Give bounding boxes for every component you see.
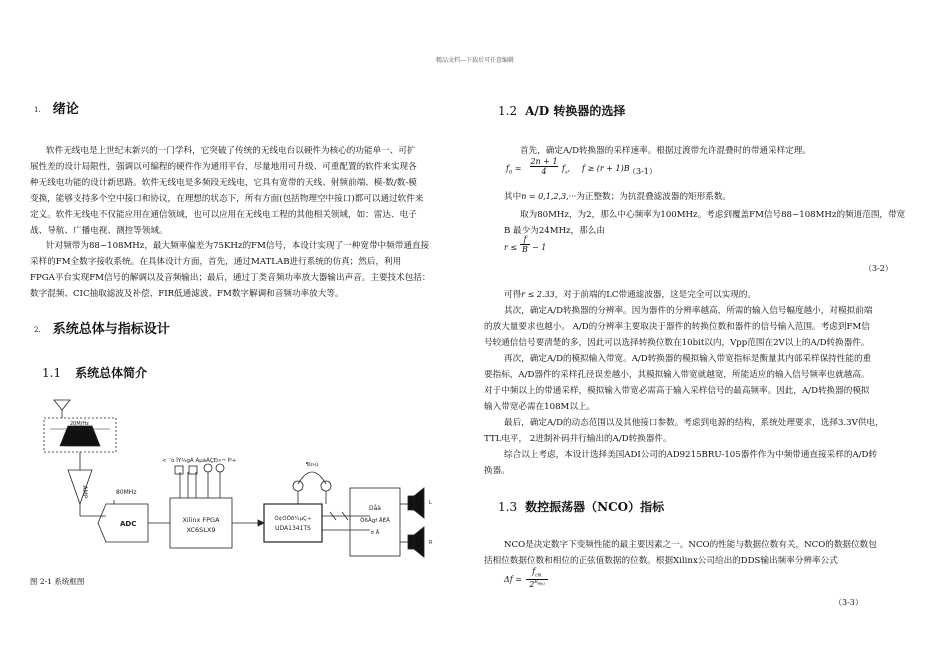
fpga-label-1: Xilinx FPGA (182, 516, 220, 524)
text-line: 取为80MHz，为2，那么中心频率为100MHz。考虑到覆盖FM信号88~108MHz的频道范围，带宽 (520, 210, 906, 220)
fpga-label-2: XC6SLX9 (186, 526, 216, 534)
eq-number: （3-2） (864, 264, 893, 273)
system-block-diagram (30, 392, 440, 572)
intro-paragraph-1 (30, 143, 470, 239)
adc-paragraph-2 (504, 189, 731, 205)
eq-lhs: Δf = (504, 575, 522, 584)
text-line: 针对频带为88~108MHz，最大频率偏差为75KHz的FM信号，本设计实现了一种宽带中频带通直接 (46, 241, 430, 251)
equation-3-2 (504, 235, 924, 273)
text-line: 可得r ≤ 2.33，对于前端的LC带通滤波器，这是完全可以实现的。 (504, 290, 756, 300)
section-heading-intro (34, 98, 79, 117)
text-line: 首先，确定A/D转换器的采样速率。根据过渡带允许混叠时的带通采样定理。 (520, 146, 811, 156)
text-line: 采样的FM全数字接收系统。在具体设计方面，首先，通过MATLAB进行系统的仿真；然后，利用 (30, 257, 402, 267)
text-line: 展性差的设计局限性，强调以可编程的硬件作为通用平台，尽量地用可升级、可重配置的软件来实现各 (30, 162, 417, 172)
text-line: 变换，能够支持多个空中接口和协议，在理想的状态下，所有方面(包括物理空中接口)都可以通过软件来 (30, 194, 424, 204)
text-line: 数字混频、CIC抽取滤波及补偿、FIR低通滤波、FM数字解调和音频功率放大等。 (30, 289, 344, 299)
eq-condition: f ≥ (r + 1)B (582, 164, 630, 173)
nco-paragraph-1 (484, 537, 924, 569)
audio-dac-block (264, 504, 322, 542)
figure-caption: 图 2-1 系统框图 (30, 577, 85, 586)
amp-label: AMP (81, 485, 88, 499)
power-amp-label-1: Dåà (369, 505, 381, 512)
text-line: 要指标，A/D器件的采样孔径误差越小，其模拟输入带宽就越宽，所能适应的输入信号频率也就越高。 (484, 370, 870, 380)
text-line: 其中n = 0,1,2,3,···为正整数；为抗混叠滤波器的矩形系数。 (504, 192, 732, 202)
section-heading-system (34, 318, 170, 337)
text-line: 定义。软件无线电不仅能应用在通信领域，也可以应用在无线电工程的其他相关领域，如：雷达、电子 (30, 210, 417, 220)
eq-lhs: r ≤ (504, 243, 518, 252)
text-line: 输入带宽必需在108M以上。 (484, 402, 596, 412)
text-line: 软件无线电是上世纪末新兴的一门学科，它突破了传统的无线电台以硬件为核心的功能单一、可扩 (46, 146, 416, 156)
headphone-label: ¶ú»ú (305, 462, 319, 468)
speaker-right-icon (414, 527, 424, 557)
section-number: 1.2 (498, 104, 518, 118)
adc-paragraph-8 (484, 447, 924, 479)
eq-fraction: f B (520, 235, 530, 254)
speaker-left-icon (414, 488, 424, 518)
section-title: 绪论 (52, 102, 79, 117)
clock-label: 80MHz (116, 489, 137, 496)
filter-top-label: 20M/Hz (70, 421, 89, 427)
speaker-left-label: L (429, 500, 432, 506)
subsection-heading-nco (498, 498, 664, 515)
speaker-right-label: R (429, 540, 433, 546)
filter-bottom-label: 38MHz (52, 446, 70, 452)
equation-3-1 (506, 157, 726, 181)
input-devices-label: < ¯ò ÎÝ¾gÃ ÀµàÀÇÐ»¬ Ìº+ (162, 458, 237, 464)
text-line: 再次，确定A/D的模拟输入带宽。A/D转换器的模拟输入带宽指标是衡量其内部采样保持性能的重 (504, 354, 872, 364)
eq-number: （3-1） (628, 167, 657, 176)
headphone-icon (298, 472, 326, 484)
text-line: 号较通信信号要清楚的多，因此可以选择转换位数在10bit以内，Vpp范围在2V以上的A/D转换器件。 (484, 338, 870, 348)
equation-3-3 (504, 567, 924, 607)
section-number: 1.3 (498, 500, 518, 514)
eq-lhs: $f_0$ = (506, 164, 522, 176)
text-line: 括相位数据位数和相位的正弦值数据的位数。根据Xilinx公司给出的DDS输出频率分辨率公式 (484, 556, 838, 566)
subsection-heading-adc (498, 102, 625, 119)
text-line: FPGA平台实现FM信号的解调以及音频输出；最后，通过丁类音频功率放大器输出声音。主要技术包括： (30, 273, 431, 283)
section-number: 2. (34, 325, 41, 334)
eq-mid: $f_s$, (562, 164, 571, 176)
text-line: NCO是决定数字下变频性能的最主要因素之一。NCO的性能与数据位数有关，NCO的数据位数包 (504, 540, 877, 550)
page-header: 精品文档---下载后可任意编辑 (435, 57, 515, 64)
adc-label: ADC (120, 520, 137, 528)
intro-paragraph-2 (30, 238, 470, 302)
power-amp-label-2: Ö6Ägf ÅÊÄ (360, 518, 390, 524)
text-line: 的放大量要求也越小。 A/D的分辨率主要取决于器件的转换位数和器件的信号输入范围。考虑到FM信 (484, 322, 870, 332)
subsection-heading-overview (42, 364, 147, 381)
antenna-icon (54, 400, 70, 410)
text-line: 其次，确定A/D转换器的分辨率。因为器件的分辨率越高，所需的输入信号幅度越小，对模拟前端 (504, 306, 873, 316)
dac-label-2: UDA1341TS (275, 525, 311, 532)
dac-label-1: Ò¢ÓÖð¼µÇ÷ (274, 516, 312, 522)
section-number: 1.1 (42, 366, 62, 380)
eq-fraction: 2n + 1 4 (530, 157, 558, 176)
text-line: 战、导航、广播电视、测控等领域。 (30, 226, 168, 236)
text-line: 最后，确定A/D的动态范围以及其他接口参数。考虑到电源的结构，系统处理要求，选择3.3V供电， (504, 418, 884, 428)
text-line: TTL电平， 2进制补码并行输出的A/D转换器件。 (484, 434, 672, 444)
text-line: 换器。 (484, 466, 510, 476)
eq-number: （3-3） (834, 598, 863, 607)
eq-tail: − 1 (532, 243, 547, 252)
section-title: 数控振荡器（NCO）指标 (525, 500, 665, 514)
section-title: A/D 转换器的选择 (525, 104, 626, 118)
adc-paragraph-5 (484, 303, 924, 351)
text-line: 对于中频以上的带通采样，模拟输入带宽必需高于输入采样信号的最高频率。因此，A/D转换器的模拟 (484, 386, 870, 396)
eq-fraction: $f_{clk}$ $2^{B_{\theta(n)}}$ (526, 567, 548, 589)
section-number: 1. (34, 105, 41, 114)
power-amp-label-3: ó Å (370, 530, 380, 536)
adc-paragraph-4 (504, 287, 756, 303)
adc-paragraph-6 (484, 351, 924, 415)
text-line: B 最少为24MHz，那么由 (504, 226, 605, 236)
text-line: 综合以上考虑，本设计选择美国ADI公司的AD9215BRU-105器件作为中频带通直接采样的A/D转 (504, 450, 878, 460)
section-title: 系统总体与指标设计 (52, 322, 170, 337)
section-title: 系统总体简介 (75, 366, 148, 380)
adc-paragraph-7 (484, 415, 924, 447)
text-line: 种无线电功能的设计新思路。软件无线电是多频段无线电，它具有宽带的天线、射频前端、模-数/数-模 (30, 178, 417, 188)
